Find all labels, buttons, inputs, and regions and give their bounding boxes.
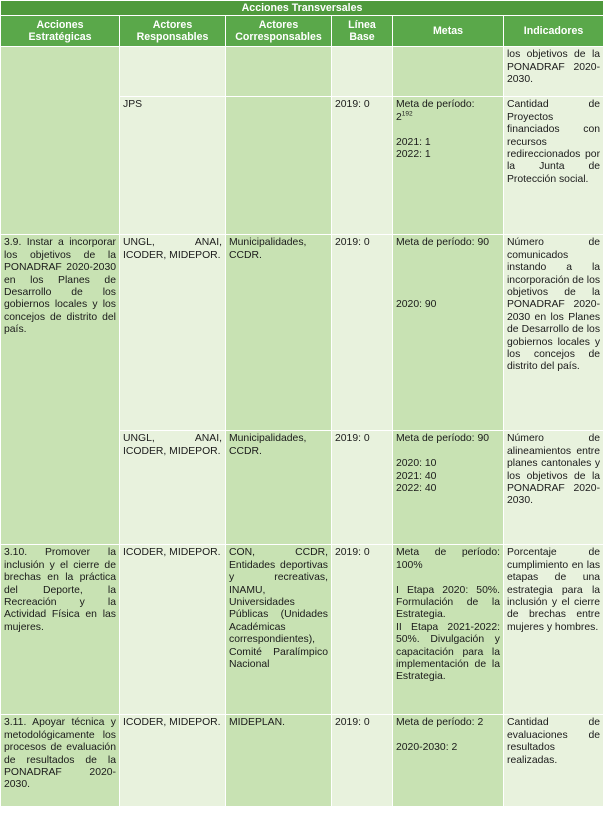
indicador-cell: Número de comunicados instando a la incorporación de los objetivos de la PONADRAF 2020-2030 en los Planes de Desarrollo de los gobiernos locales y los concejos de distrito del país.	[504, 235, 603, 431]
responsables-cell: JPS	[120, 97, 226, 235]
meta-title: Meta de período: 100%	[396, 547, 500, 571]
accion-cell-empty	[1, 47, 120, 235]
table-header-row	[1, 16, 603, 47]
meta-item: 2021: 1	[396, 136, 431, 148]
meta-item: 2021: 40	[396, 470, 437, 482]
responsables-cell: ICODER, MIDEPOR.	[120, 545, 226, 715]
corresponsables-cell: CON, CCDR, Entidades deportivas y recreativas, INAMU, Universidades Públicas (Unidades Académicas correspondientes), Comité Paralímpico Nacional	[226, 545, 332, 715]
header-acciones: Acciones Estratégicas	[1, 16, 120, 47]
meta-title: Meta de período: 90	[396, 433, 490, 445]
responsables-cell: ICODER, MIDEPOR.	[120, 715, 226, 807]
footnote-ref: 192	[401, 110, 413, 118]
indicador-cell: Número de alineamientos entre planes cantonales y los objetivos de la PONADRAF 2020-2030.	[504, 431, 603, 545]
linea-base-cell	[332, 47, 393, 97]
accion-cell: 3.10. Promover la inclusión y el cierre de brechas en la práctica del Deporte, la Recreación y la Actividad Física en las mujeres.	[1, 545, 120, 715]
meta-title: Meta de período: 2	[396, 717, 484, 729]
header-metas: Metas	[393, 16, 504, 47]
linea-base-cell: 2019: 0	[332, 715, 393, 807]
header-linea-base: Línea Base	[332, 16, 393, 47]
table-row	[1, 235, 603, 431]
table-title: Acciones Transversales	[1, 1, 603, 16]
corresponsables-cell: Municipalidades, CCDR.	[226, 235, 332, 431]
meta-item: 2022: 1	[396, 149, 431, 161]
responsables-cell	[120, 47, 226, 97]
meta-title: Meta de período:	[396, 99, 475, 111]
accion-cell: 3.11. Apoyar técnica y metodológicamente los procesos de evaluación de resultados de la PONADRAF 2020-2030.	[1, 715, 120, 807]
metas-cell	[393, 47, 504, 97]
responsables-cell: UNGL, ANAI, ICODER, MIDEPOR.	[120, 235, 226, 431]
meta-item: 2022: 40	[396, 483, 437, 495]
corresponsables-cell: Municipalidades, CCDR.	[226, 431, 332, 545]
meta-item: II Etapa 2021-2022: 50%. Divulgación y capacitación para la implementación de la Estrategia.	[396, 621, 500, 683]
linea-base-cell: 2019: 0	[332, 431, 393, 545]
accion-cell: 3.9. Instar a incorporar los objetivos de la PONADRAF 2020-2030 en los Planes de Desarrollo de los gobiernos locales y los concejos de distrito del país.	[1, 235, 120, 545]
meta-item: 2020: 90	[396, 299, 437, 311]
linea-base-cell: 2019: 0	[332, 545, 393, 715]
meta-item: 2020: 10	[396, 458, 437, 470]
table-row	[1, 545, 603, 715]
linea-base-cell: 2019: 0	[332, 97, 393, 235]
metas-cell	[393, 235, 504, 431]
header-indicadores: Indicadores	[504, 16, 603, 47]
indicador-cell: Cantidad de Proyectos financiados con recursos redireccionados por la Junta de Protección social.	[504, 97, 603, 235]
metas-cell	[393, 715, 504, 807]
metas-cell	[393, 97, 504, 235]
responsables-cell: UNGL, ANAI, ICODER, MIDEPOR.	[120, 431, 226, 545]
indicador-cell: Cantidad de evaluaciones de resultados realizadas.	[504, 715, 603, 807]
indicador-cell: Porcentaje de cumplimiento en las etapas de una estrategia para la inclusión y el cierre de brechas entre mujeres y hombres.	[504, 545, 603, 715]
meta-title: Meta de período: 90	[396, 237, 490, 249]
linea-base-cell: 2019: 0	[332, 235, 393, 431]
table-banner	[1, 1, 603, 16]
table-row	[1, 47, 603, 97]
meta-item: 2020-2030: 2	[396, 742, 458, 754]
corresponsables-cell	[226, 47, 332, 97]
corresponsables-cell: MIDEPLAN.	[226, 715, 332, 807]
corresponsables-cell	[226, 97, 332, 235]
indicador-cell: los objetivos de la PONADRAF 2020- 2030.	[504, 47, 603, 97]
meta-value	[396, 112, 500, 124]
header-actores: Actores Responsables	[120, 16, 226, 47]
header-corresponsables: Actores Corresponsables	[226, 16, 332, 47]
table-row	[1, 715, 603, 807]
meta-item: I Etapa 2020: 50%. Formulación de la Estrategia.	[396, 584, 500, 621]
metas-cell	[393, 545, 504, 715]
metas-cell	[393, 431, 504, 545]
meta-value-number: 2	[396, 111, 402, 123]
